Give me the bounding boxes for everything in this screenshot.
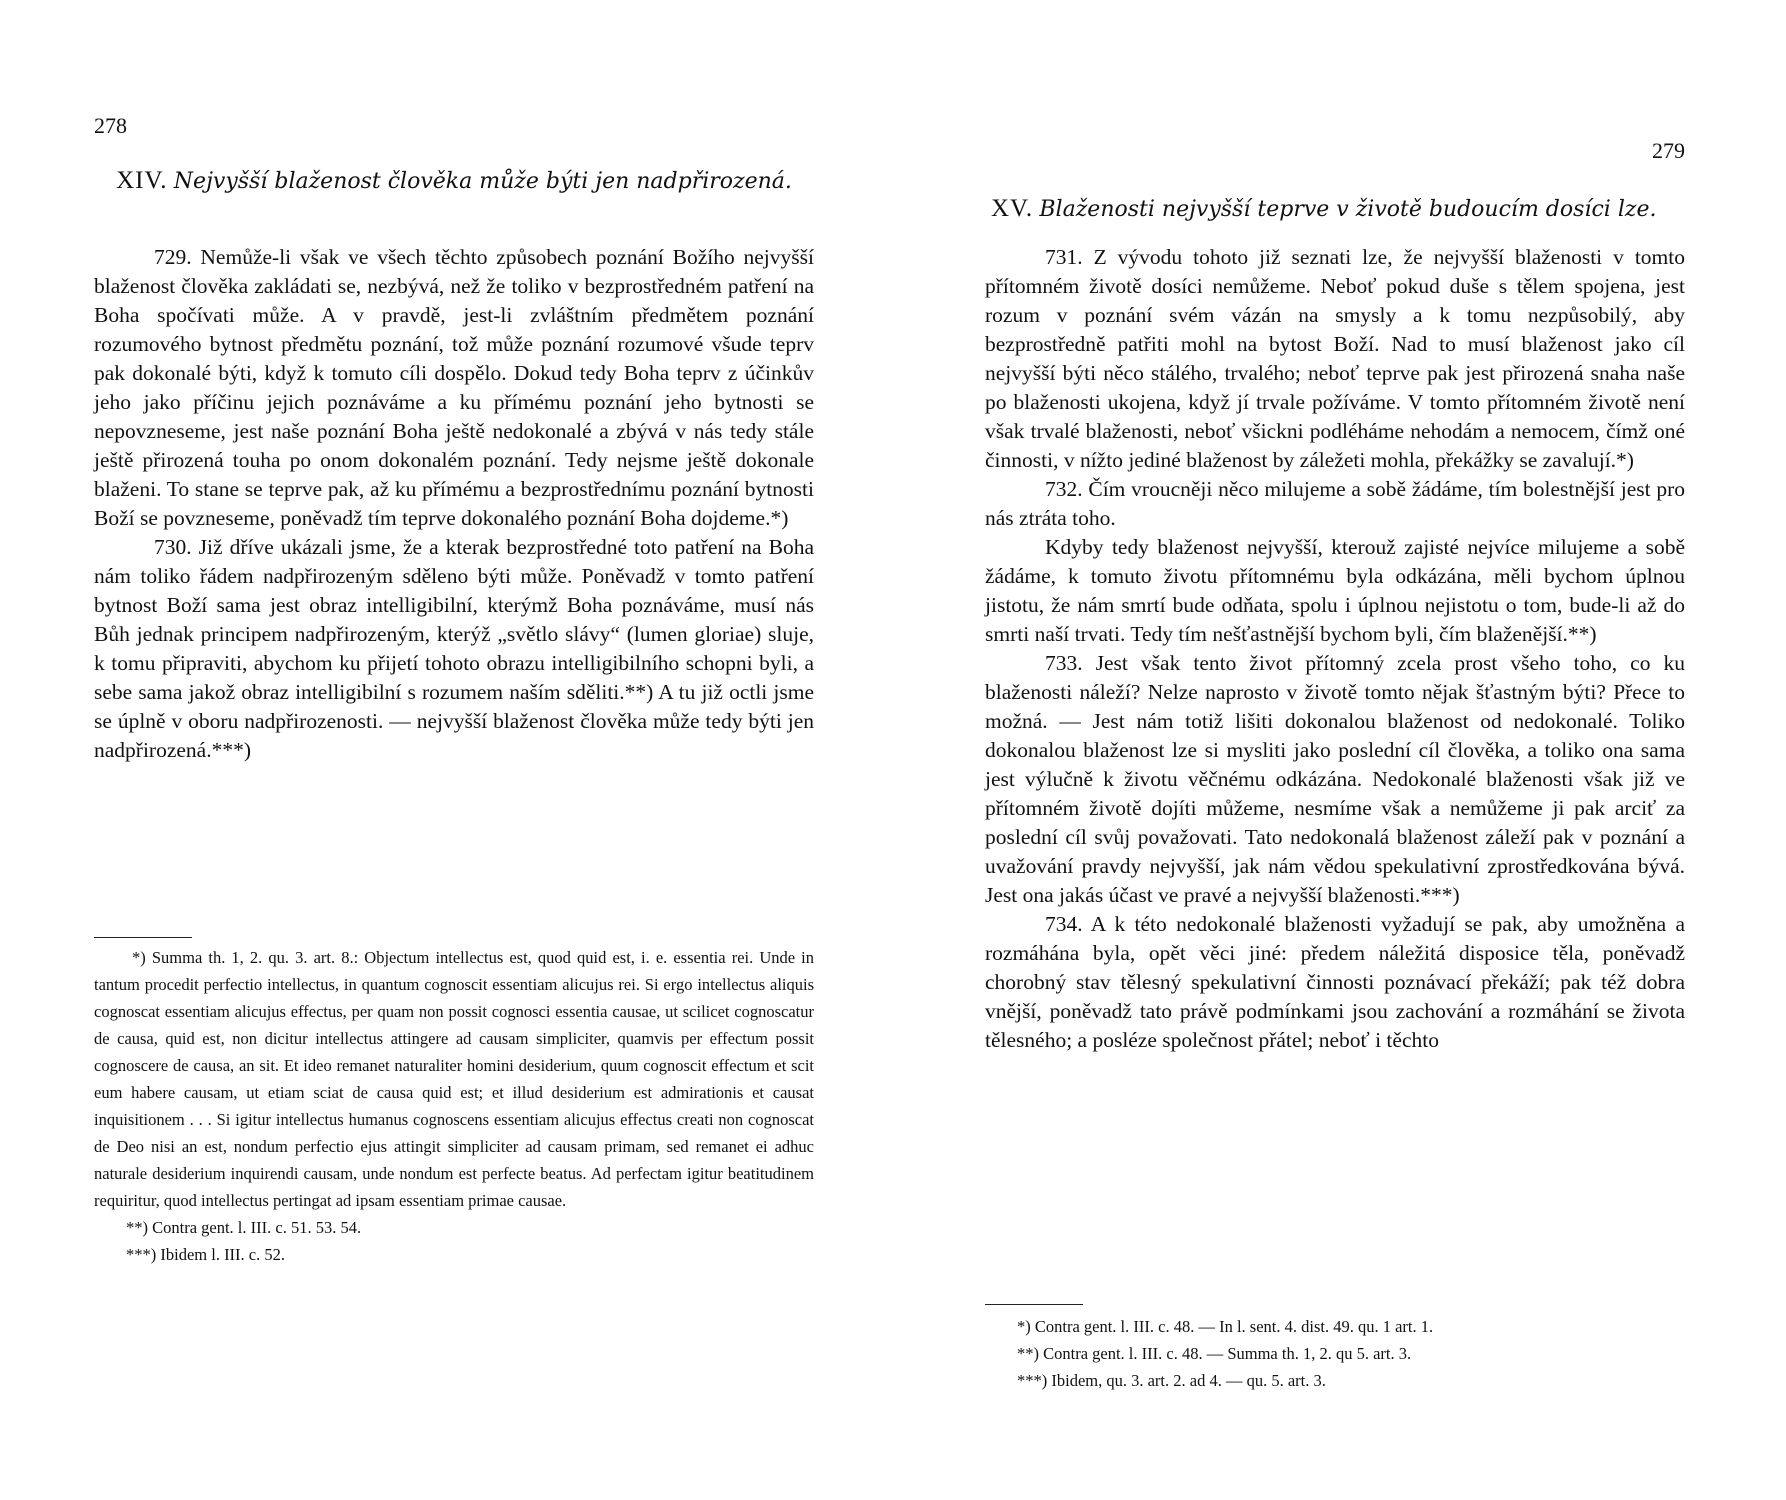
footnote: **) Contra gent. l. III. c. 48. — Summa th. 1, 2. qu 5. art. 3. bbox=[1017, 1344, 1412, 1363]
footnote: **) Contra gent. l. III. c. 51. 53. 54. bbox=[126, 1218, 362, 1237]
chapter-title: Nejvyšší blaženost člověka může býti jen nadpřirozená. bbox=[173, 169, 792, 194]
footnote: ***) Ibidem l. III. c. 52. bbox=[126, 1245, 285, 1264]
paragraph-732: 732. Čím vroucněji něco milujeme a sobě žádáme, tím bolestnější jest pro nás ztráta toho. bbox=[985, 477, 1685, 530]
chapter-heading bbox=[985, 190, 1685, 228]
left-page bbox=[94, 0, 814, 1500]
footnote-divider bbox=[985, 1304, 1083, 1305]
paragraph-731: 731. Z vývodu tohoto již seznati lze, že nejvyšší blaženosti v tomto přítomném životě dosíci nemůžeme. Neboť pokud duše s tělem spojena, jest rozum v poznání svém vázán na smysly a k tomu nezpůsobilý, aby bezprostředně patřiti mohl na bytost Boží. Nad to musí blaženost jako cíl nejvyšší býti něco stálého, trvalého; neboť teprve pak jest přirozená snaha naše po blaženosti ukojena, když jí trvale požíváme. V tomto přítomném životě není však trvalé blaženosti, neboť všickni podléháme nehodám a nemocem, čímž oné činnosti, v nížto jediné blaženost by záležeti mohla, překážky se zavalují.*) bbox=[985, 245, 1685, 472]
footnote: ***) Ibidem, qu. 3. art. 2. ad 4. — qu. 5. art. 3. bbox=[1017, 1371, 1326, 1390]
paragraph-734: 734. A k této nedokonalé blaženosti vyžadují se pak, aby umožněna a rozmáhána byla, opět věci jiné: předem náležitá disposice těla, poněvadž chorobný stav tělesný spekulativní činnosti poznávací překáží; pak též dobra vnější, poněvadž tato právě podmínkami jsou zachování a rozmáhání se života tělesného; a posléze společnost přátel; neboť i těchto bbox=[985, 912, 1685, 1052]
page-number: 279 bbox=[1652, 138, 1685, 163]
footnotes bbox=[985, 1313, 1685, 1394]
paragraph-730: 730. Již dříve ukázali jsme, že a kterak bezprostředné toto patření na Boha nám toliko řádem nadpřirozeným sděleno býti může. Poněvadž v tomto patření bytnost Boží sama jest obraz intelligibilní, kterýmž Boha poznáváme, musí nás Bůh jednak principem nadpřirozeným, kterýž „světlo slávy“ (lumen gloriae) sluje, k tomu připraviti, abychom ku přijetí tohoto obrazu intelligibilního schopni byli, a sebe sama jakož obraz intelligibilní s rozumem naším sděliti.**) A tu již octli jsme se úplně v oboru nadpřirozenosti. — nejvyšší blaženost člověka může tedy býti jen nadpřirozená.***) bbox=[94, 535, 814, 762]
paragraph-732-cont: Kdyby tedy blaženost nejvyšší, kterouž zajisté nejvíce milujeme a sobě žádáme, k tomuto životu přítomnému byla odkázána, měli bychom úplnou jistotu, že nám smrtí bude odňata, spolu i úplnou nejistotu o tom, bude-li až do smrti naší trvati. Tedy tím nešťastnější bychom byli, čím blaženější.**) bbox=[985, 535, 1685, 646]
chapter-number: XIV. bbox=[116, 167, 168, 194]
footnote: *) Contra gent. l. III. c. 48. — In l. sent. 4. dist. 49. qu. 1 art. 1. bbox=[1017, 1317, 1434, 1336]
footnotes bbox=[94, 944, 814, 1268]
chapter-heading bbox=[94, 162, 814, 200]
body-text bbox=[94, 243, 814, 765]
right-page bbox=[985, 0, 1685, 1500]
chapter-title: Blaženosti nejvyšší teprve v životě budoucím dosíci lze. bbox=[1039, 197, 1657, 222]
paragraph-729: 729. Nemůže-li však ve všech těchto způsobech poznání Božího nejvyšší blaženost člověka zakládati se, nezbývá, než že toliko v bezprostředném patření na Boha spočívati může. A v pravdě, jest-li zvláštním předmětem poznání rozumového bytnost předmětu poznání, tož může poznání rozumové všude teprv pak dokonalé býti, když k tomuto cíli dospělo. Dokud tedy Boha teprv z účinkův jeho jako příčinu jejich poznáváme a ku přímému poznání jeho bytnosti se nepovzneseme, jest naše poznání Boha ještě nedokonalé a zbývá v nás tedy stále ještě přirozená touha po onom dokonalém poznání. Tedy nejsme ještě dokonale blaženi. To stane se teprve pak, až ku přímému a bezprostřednímu poznání bytnosti Boží se povzneseme, poněvadž tím teprve dokonalého poznání Boha dojdeme.*) bbox=[94, 245, 814, 530]
page-number: 278 bbox=[94, 113, 127, 138]
paragraph-733: 733. Jest však tento život přítomný zcela prost všeho toho, co ku blaženosti náleží? Nelze naprosto v životě tomto nějak šťastným býti? Přece to možná. — Jest nám totiž lišiti dokonalou blaženost od nedokonalé. Toliko dokonalou blaženost lze si mysliti jako poslední cíl člověka, a toliko ona sama jest výlučně k životu věčnému odkázána. Nedokonalé blaženosti však již ve přítomném životě dojíti můžeme, nesmíme však a nemůžeme ji pak arciť za poslední cíl svůj považovati. Tato nedokonalá blaženost záleží pak v poznání a uvažování pravdy nejvyšší, jak nám vědou spekulativní zprostředkována bývá. Jest ona jakás účast ve pravé a nejvyšší blaženosti.***) bbox=[985, 651, 1685, 907]
footnote: *) Summa th. 1, 2. qu. 3. art. 8.: Objectum intellectus est, quod quid est, i. e. essentia rei. Unde in tantum procedit perfectio intellectus, in quantum cognoscit essentiam alicujus rei. Si ergo intellectus aliquis cognoscat essentiam alicujus effectus, per quam non possit cognosci essentia causae, ut scilicet cognoscatur de causa, quid est, non dicitur intellectus attingere ad causam simpliciter, quamvis per effectum possit cognoscere de causa, an sit. Et ideo remanet naturaliter homini desiderium, quum cognoscit effectum et scit eum habere causam, ut etiam sciat de causa quid est; et illud desiderium est admirationis et causat inquisitionem . . . Si igitur intellectus humanus cognoscens essentiam alicujus effectus creati non cognoscat de Deo nisi an est, nondum perfectio ejus attingit simpliciter ad causam primam, sed remanet ei adhuc naturale desiderium inquirendi causam, unde nondum est perfecte beatus. Ad perfectam igitur beatitudinem requiritur, quod intellectus pertingat ad ipsam essentiam primae causae. bbox=[94, 948, 814, 1210]
body-text bbox=[985, 243, 1685, 1055]
footnote-divider bbox=[94, 937, 192, 938]
chapter-number: XV. bbox=[991, 195, 1034, 222]
